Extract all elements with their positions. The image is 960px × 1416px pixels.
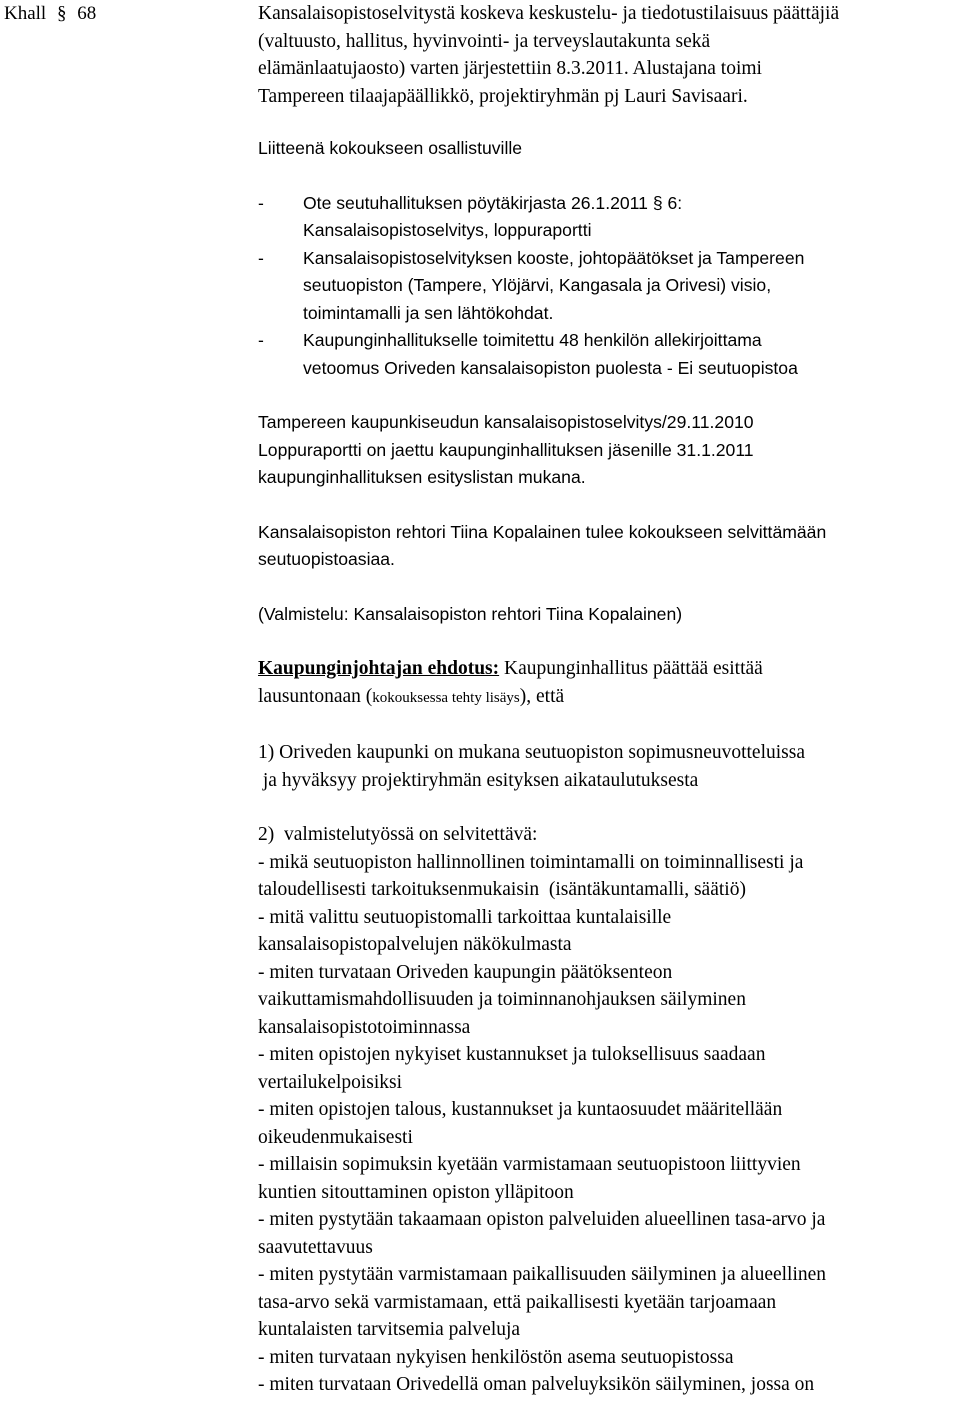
point-2-line: kansalaisopistopalvelujen näkökulmasta — [258, 934, 572, 955]
intro-line: Tampereen tilaajapäällikkö, projektiryhmän pj Lauri Savisaari. — [258, 85, 748, 107]
point-2-line: tasa-arvo sekä varmistamaan, että paikallisesti kyetään tarjoamaan — [258, 1291, 777, 1313]
report-line: Tampereen kaupunkiseudun kansalaisopistoselvitys/29.11.2010 — [258, 412, 754, 432]
attachments-list — [258, 190, 958, 383]
point-2-line: kansalaisopistotoiminnassa — [258, 1016, 471, 1038]
point-2-line: saavutettavuus — [258, 1236, 373, 1258]
attachment-line: Ote seutuhallituksen pöytäkirjasta 26.1.2011 § 6: — [303, 192, 683, 213]
point-2-line: - miten opistojen talous, kustannukset ja kuntaosuudet määritellään — [258, 1099, 783, 1120]
section-sign: § — [56, 3, 67, 24]
point-2-list — [258, 849, 958, 1399]
amendment-note: kokouksessa tehty lisäys — [372, 689, 520, 706]
attachment-item — [258, 245, 958, 328]
bullet-dash: - — [258, 192, 264, 213]
principal-line: Kansalaisopiston rehtori Tiina Kopalainen tulee kokoukseen selvittämään — [258, 521, 827, 542]
point-2-line: - millaisin sopimuksin kyetään varmistamaan seutuopistoon liittyvien — [258, 1154, 801, 1175]
point-2-line: taloudellisesti tarkoituksenmukaisin (isäntäkuntamalli, säätiö) — [258, 879, 746, 900]
intro-line: (valtuusto, hallitus, hyvinvointi- ja terveyslautakunta sekä — [258, 30, 711, 52]
point-2-line: - mitä valittu seutuopistomalli tarkoittaa kuntalaisille — [258, 906, 672, 928]
report-line: kaupunginhallituksen esityslistan mukana. — [258, 467, 586, 487]
point-2-line: vertailukelpoisiksi — [258, 1071, 403, 1093]
section-header — [4, 0, 102, 28]
section-number: 68 — [77, 3, 97, 24]
point-2-line: - miten pystytään varmistamaan paikallisuuden säilyminen ja alueellinen — [258, 1264, 827, 1285]
point-1-line: ja hyväksyy projektiryhmän esityksen aikataulutuksesta — [258, 769, 699, 791]
proposal-text: lausuntonaan ( — [258, 685, 373, 707]
bullet-dash: - — [258, 247, 264, 268]
point-2-line: oikeudenmukaisesti — [258, 1126, 413, 1148]
proposal-paragraph — [258, 655, 958, 712]
principal-line: seutuopistoasiaa. — [258, 549, 395, 569]
intro-line: Kansalaisopistoselvitystä koskeva keskustelu- ja tiedotustilaisuus päättäjiä — [258, 3, 840, 24]
document-body — [258, 0, 958, 1399]
point-2-heading: 2) valmistelutyössä on selvitettävä: — [258, 824, 538, 845]
point-1-line: 1) Oriveden kaupunki on mukana seutuopiston sopimusneuvotteluissa — [258, 742, 806, 763]
preparation-note: (Valmistelu: Kansalaisopiston rehtori Tiina Kopalainen) — [258, 603, 683, 624]
attachment-line: Kansalaisopistoselvityksen kooste, johtopäätökset ja Tampereen — [303, 247, 805, 268]
point-1 — [258, 739, 958, 794]
principal-paragraph — [258, 519, 958, 574]
attachments-heading: Liitteenä kokoukseen osallistuville — [258, 138, 523, 158]
point-2-line: - miten turvataan Oriveden kaupungin päätöksenteon — [258, 961, 673, 983]
point-2-line: vaikuttamismahdollisuuden ja toiminnanohjauksen säilyminen — [258, 989, 746, 1010]
point-2-line: - mikä seutuopiston hallinnollinen toimintamalli on toiminnallisesti ja — [258, 851, 804, 873]
report-paragraph — [258, 409, 958, 492]
proposal-text: ), että — [519, 685, 565, 707]
point-2-line: kuntalaisten tarvitsemia palveluja — [258, 1319, 521, 1340]
report-line: Loppuraportti on jaettu kaupunginhallituksen jäsenille 31.1.2011 — [258, 439, 754, 460]
point-2-line: - miten turvataan nykyisen henkilöstön asema seutuopistossa — [258, 1346, 734, 1368]
attachment-item — [258, 190, 958, 245]
intro-line: elämänlaatujaosto) varten järjestettiin 8.3.2011. Alustajana toimi — [258, 58, 762, 79]
attachment-line: Kaupunginhallitukselle toimitettu 48 henkilön allekirjoittama — [303, 330, 762, 350]
attachment-line: vetoomus Oriveden kansalaisopiston puolesta - Ei seutuopistoa — [303, 357, 798, 378]
attachment-line: toimintamalli ja sen lähtökohdat. — [303, 302, 554, 323]
attachment-item — [258, 327, 958, 382]
bullet-dash: - — [258, 330, 264, 350]
point-2-line: - miten pystytään takaamaan opiston palveluiden alueellinen tasa-arvo ja — [258, 1209, 826, 1230]
intro-paragraph — [258, 0, 958, 110]
attachment-line: Kansalaisopistoselvitys, loppuraportti — [303, 220, 592, 240]
proposal-text: Kaupunginhallitus päättää esittää — [499, 658, 763, 679]
point-2-line: - miten turvataan Orivedellä oman palveluyksikön säilyminen, jossa on — [258, 1374, 815, 1395]
attachment-line: seutuopiston (Tampere, Ylöjärvi, Kangasala ja Orivesi) visio, — [303, 275, 772, 295]
point-2-line: kuntien sitouttaminen opiston ylläpitoon — [258, 1181, 574, 1203]
organ-label: Khall — [4, 3, 47, 24]
point-2-line: - miten opistojen nykyiset kustannukset ja tuloksellisuus saadaan — [258, 1044, 766, 1065]
proposal-label: Kaupunginjohtajan ehdotus: — [258, 658, 500, 679]
